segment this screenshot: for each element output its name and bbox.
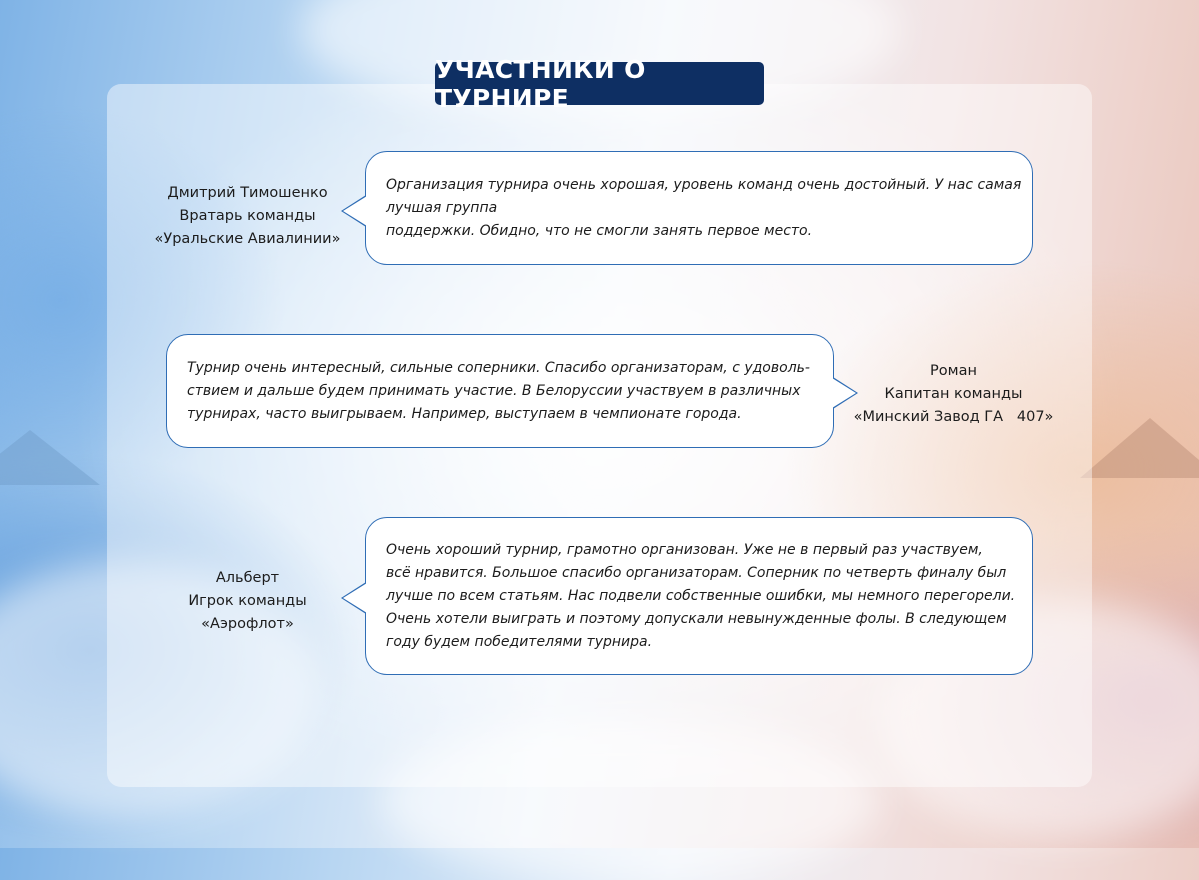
person-info: [140, 182, 355, 251]
quote-line: ствием и дальше будем принимать участие. В Белоруссии участвуем в различных: [187, 382, 801, 399]
background-mountain: [0, 430, 100, 485]
quote-line: Турнир очень интересный, сильные соперники. Спасибо организаторам, с удоволь-: [187, 359, 810, 376]
person-name: Альберт: [215, 570, 280, 586]
person-role: Вратарь команды: [179, 208, 316, 224]
quote-line: всё нравится. Большое спасибо организаторам. Соперник по четверть финалу был: [386, 564, 1007, 581]
quote-line: лучшая группа: [386, 199, 498, 216]
person-team: «Аэрофлот»: [201, 616, 294, 632]
quote-line: лучше по всем статьям. Нас подвели собственные ошибки, мы немного перегорели.: [386, 587, 1016, 604]
quote-line: Очень хороший турнир, грамотно организован. Уже не в первый раз участвуем,: [386, 541, 983, 558]
quote-line: Очень хотели выиграть и поэтому допускали невынужденные фолы. В следующем: [386, 610, 1007, 627]
quote-line: поддержки. Обидно, что не смогли занять первое место.: [386, 222, 813, 239]
page-title: УЧАСТНИКИ О ТУРНИРЕ: [435, 62, 764, 105]
person-team: «Минский Завод ГА 407»: [853, 409, 1054, 425]
person-info: [846, 360, 1061, 429]
bubble-tail: [343, 583, 367, 613]
bubble-tail: [343, 196, 367, 226]
background-mountain: [1080, 418, 1199, 478]
quote-bubble: [166, 334, 834, 448]
quote-bubble: [365, 517, 1033, 675]
person-info: [140, 567, 355, 636]
quote-bubble: [365, 151, 1033, 265]
person-name: Роман: [930, 363, 977, 379]
quote-line: турнирах, часто выигрываем. Например, выступаем в чемпионате города.: [187, 405, 742, 422]
person-team: «Уральские Авиалинии»: [154, 231, 341, 247]
quote-line: году будем победителями турнира.: [386, 633, 653, 650]
person-role: Капитан команды: [884, 386, 1023, 402]
quote-line: Организация турнира очень хорошая, уровень команд очень достойный. У нас самая: [386, 176, 1022, 193]
person-name: Дмитрий Тимошенко: [167, 185, 328, 201]
person-role: Игрок команды: [188, 593, 307, 609]
